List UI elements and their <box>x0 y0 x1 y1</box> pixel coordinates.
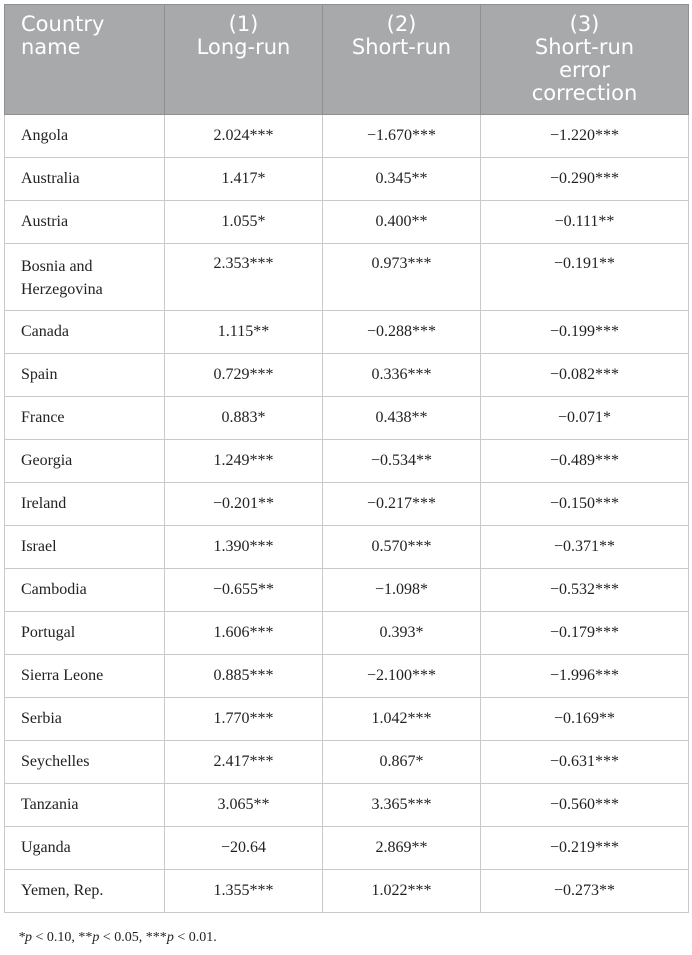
value-cell: −0.219*** <box>481 827 689 870</box>
table-row <box>5 397 689 440</box>
header-line: Long-run <box>196 35 291 59</box>
table-row <box>5 569 689 612</box>
value-cell: 1.115** <box>165 311 323 354</box>
table-row <box>5 870 689 913</box>
country-name-cell: Georgia <box>5 440 165 483</box>
value-cell: −0.071* <box>481 397 689 440</box>
value-cell: 1.055* <box>165 201 323 244</box>
value-cell: 0.883* <box>165 397 323 440</box>
value-cell: −0.217*** <box>323 483 481 526</box>
value-cell: −0.169** <box>481 698 689 741</box>
value-cell: 0.393* <box>323 612 481 655</box>
header-row <box>5 5 689 115</box>
value-cell: −1.670*** <box>323 115 481 158</box>
header-line: correction <box>531 81 638 105</box>
value-cell: −0.371** <box>481 526 689 569</box>
value-cell: −0.560*** <box>481 784 689 827</box>
header-short-run-error-correction <box>481 5 689 115</box>
value-cell: 2.869** <box>323 827 481 870</box>
value-cell: 1.770*** <box>165 698 323 741</box>
value-cell: 1.249*** <box>165 440 323 483</box>
header-line: (3) <box>569 12 600 36</box>
header-long-run <box>165 5 323 115</box>
value-cell: −0.288*** <box>323 311 481 354</box>
value-cell: −0.534** <box>323 440 481 483</box>
value-cell: 0.400** <box>323 201 481 244</box>
country-name-cell: Spain <box>5 354 165 397</box>
header-short-run <box>323 5 481 115</box>
table-footnote: *p < 0.10, **p < 0.05, ***p < 0.01. <box>18 930 217 945</box>
value-cell: 1.042*** <box>323 698 481 741</box>
header-line: error <box>559 58 610 82</box>
country-name-cell: Sierra Leone <box>5 655 165 698</box>
country-name-cell: Bosnia and Herzegovina <box>5 244 165 311</box>
table-row <box>5 612 689 655</box>
country-name-cell: Cambodia <box>5 569 165 612</box>
value-cell: 1.355*** <box>165 870 323 913</box>
table-row <box>5 201 689 244</box>
header-line: (1) <box>228 12 259 36</box>
value-cell: −0.532*** <box>481 569 689 612</box>
value-cell: −0.111** <box>481 201 689 244</box>
country-name-cell: Angola <box>5 115 165 158</box>
table-row <box>5 655 689 698</box>
value-cell: 1.417* <box>165 158 323 201</box>
value-cell: −0.191** <box>481 244 689 311</box>
value-cell: 0.867* <box>323 741 481 784</box>
value-cell: 0.345** <box>323 158 481 201</box>
table-row <box>5 784 689 827</box>
table-row <box>5 827 689 870</box>
country-name-cell: Israel <box>5 526 165 569</box>
value-cell: 2.353*** <box>165 244 323 311</box>
country-name-cell: Portugal <box>5 612 165 655</box>
table-row <box>5 526 689 569</box>
value-cell: −0.201** <box>165 483 323 526</box>
header-line: (2) <box>386 12 417 36</box>
value-cell: −1.220*** <box>481 115 689 158</box>
value-cell: 0.885*** <box>165 655 323 698</box>
table-row <box>5 698 689 741</box>
value-cell: 1.606*** <box>165 612 323 655</box>
value-cell: 2.417*** <box>165 741 323 784</box>
table-row <box>5 354 689 397</box>
value-cell: −0.631*** <box>481 741 689 784</box>
value-cell: −2.100*** <box>323 655 481 698</box>
country-name-cell: Serbia <box>5 698 165 741</box>
value-cell: 1.022*** <box>323 870 481 913</box>
country-name-cell: Seychelles <box>5 741 165 784</box>
value-cell: −0.290*** <box>481 158 689 201</box>
value-cell: 0.570*** <box>323 526 481 569</box>
value-cell: −0.199*** <box>481 311 689 354</box>
country-name-cell: Uganda <box>5 827 165 870</box>
value-cell: −1.996*** <box>481 655 689 698</box>
header-country-name <box>5 5 165 115</box>
table-row <box>5 440 689 483</box>
table-row <box>5 741 689 784</box>
country-name-cell: Austria <box>5 201 165 244</box>
table-row <box>5 115 689 158</box>
value-cell: 0.336*** <box>323 354 481 397</box>
value-cell: −0.150*** <box>481 483 689 526</box>
value-cell: −0.179*** <box>481 612 689 655</box>
results-table <box>4 4 689 913</box>
table-row <box>5 244 689 311</box>
value-cell: −20.64 <box>165 827 323 870</box>
header-line: Country <box>21 12 105 36</box>
table-row <box>5 483 689 526</box>
value-cell: 3.365*** <box>323 784 481 827</box>
country-name-cell: Yemen, Rep. <box>5 870 165 913</box>
table-row <box>5 311 689 354</box>
header-line: name <box>21 35 81 59</box>
value-cell: −0.489*** <box>481 440 689 483</box>
value-cell: 0.438** <box>323 397 481 440</box>
country-name-cell: Tanzania <box>5 784 165 827</box>
table-body <box>5 115 689 913</box>
value-cell: 1.390*** <box>165 526 323 569</box>
country-name-cell: France <box>5 397 165 440</box>
header-line: Short-run <box>534 35 635 59</box>
value-cell: 0.729*** <box>165 354 323 397</box>
value-cell: 3.065** <box>165 784 323 827</box>
value-cell: −0.655** <box>165 569 323 612</box>
table-row <box>5 158 689 201</box>
value-cell: 2.024*** <box>165 115 323 158</box>
header-line: Short-run <box>351 35 452 59</box>
country-name-cell: Australia <box>5 158 165 201</box>
country-name-cell: Ireland <box>5 483 165 526</box>
value-cell: −0.082*** <box>481 354 689 397</box>
value-cell: 0.973*** <box>323 244 481 311</box>
value-cell: −0.273** <box>481 870 689 913</box>
value-cell: −1.098* <box>323 569 481 612</box>
country-name-cell: Canada <box>5 311 165 354</box>
